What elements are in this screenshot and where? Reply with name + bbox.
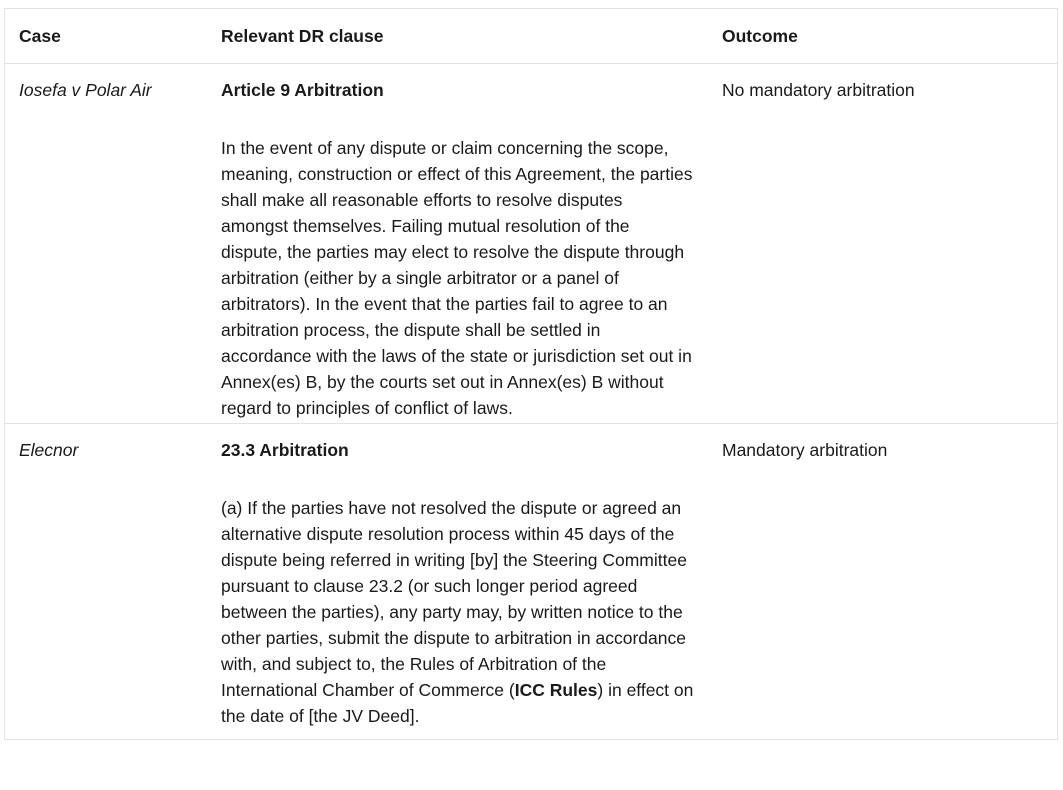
clause-text-before: (a) If the parties have not resolved the dispute or agreed an alternative dispute resolution process within 45 days of the dispute being referred in writing [by] the Steering Committee pursuant to clause 23.2 (or such longer period agreed between the parties), any party may, by written notice to the other parties, submit the dispute to arbitration in accordance with, and subject to, the Rules of Arbitration of the International Chamber of Commerce ( — [221, 498, 687, 700]
outcome-cell: Mandatory arbitration — [722, 440, 888, 460]
clause-title: Article 9 Arbitration — [221, 80, 384, 100]
header-row — [5, 9, 1057, 64]
clause-text — [221, 495, 694, 729]
table — [5, 9, 1057, 739]
table-row — [5, 424, 1057, 740]
header-clause: Relevant DR clause — [207, 9, 708, 64]
clause-text-after: ) in effect on the date of [the JV Deed]. — [221, 680, 694, 726]
table-body — [5, 64, 1057, 740]
clause-cell — [207, 64, 708, 424]
table-row — [5, 64, 1057, 424]
clause-text-defined-term: ICC Rules — [514, 680, 598, 700]
case-cell: Iosefa v Polar Air — [19, 80, 152, 100]
header-case: Case — [5, 9, 207, 64]
clause-title: 23.3 Arbitration — [221, 440, 349, 460]
outcome-cell: No mandatory arbitration — [722, 80, 915, 100]
table-header — [5, 9, 1057, 64]
case-comparison-table — [4, 8, 1058, 740]
header-outcome: Outcome — [708, 9, 1057, 64]
case-cell: Elecnor — [19, 440, 79, 460]
clause-cell — [207, 424, 708, 740]
clause-text: In the event of any dispute or claim concerning the scope, meaning, construction or effect of this Agreement, the parties shall make all reasonable efforts to resolve disputes amongst themselves. Failing mutual resolution of the dispute, the parties may elect to resolve the dispute through arbitration (either by a single arbitrator or a panel of arbitrators). In the event that the parties fail to agree to an arbitration process, the dispute shall be settled in accordance with the laws of the state or jurisdiction set out in Annex(es) B, by the courts set out in Annex(es) B without regard to principles of conflict of laws. — [221, 138, 693, 418]
